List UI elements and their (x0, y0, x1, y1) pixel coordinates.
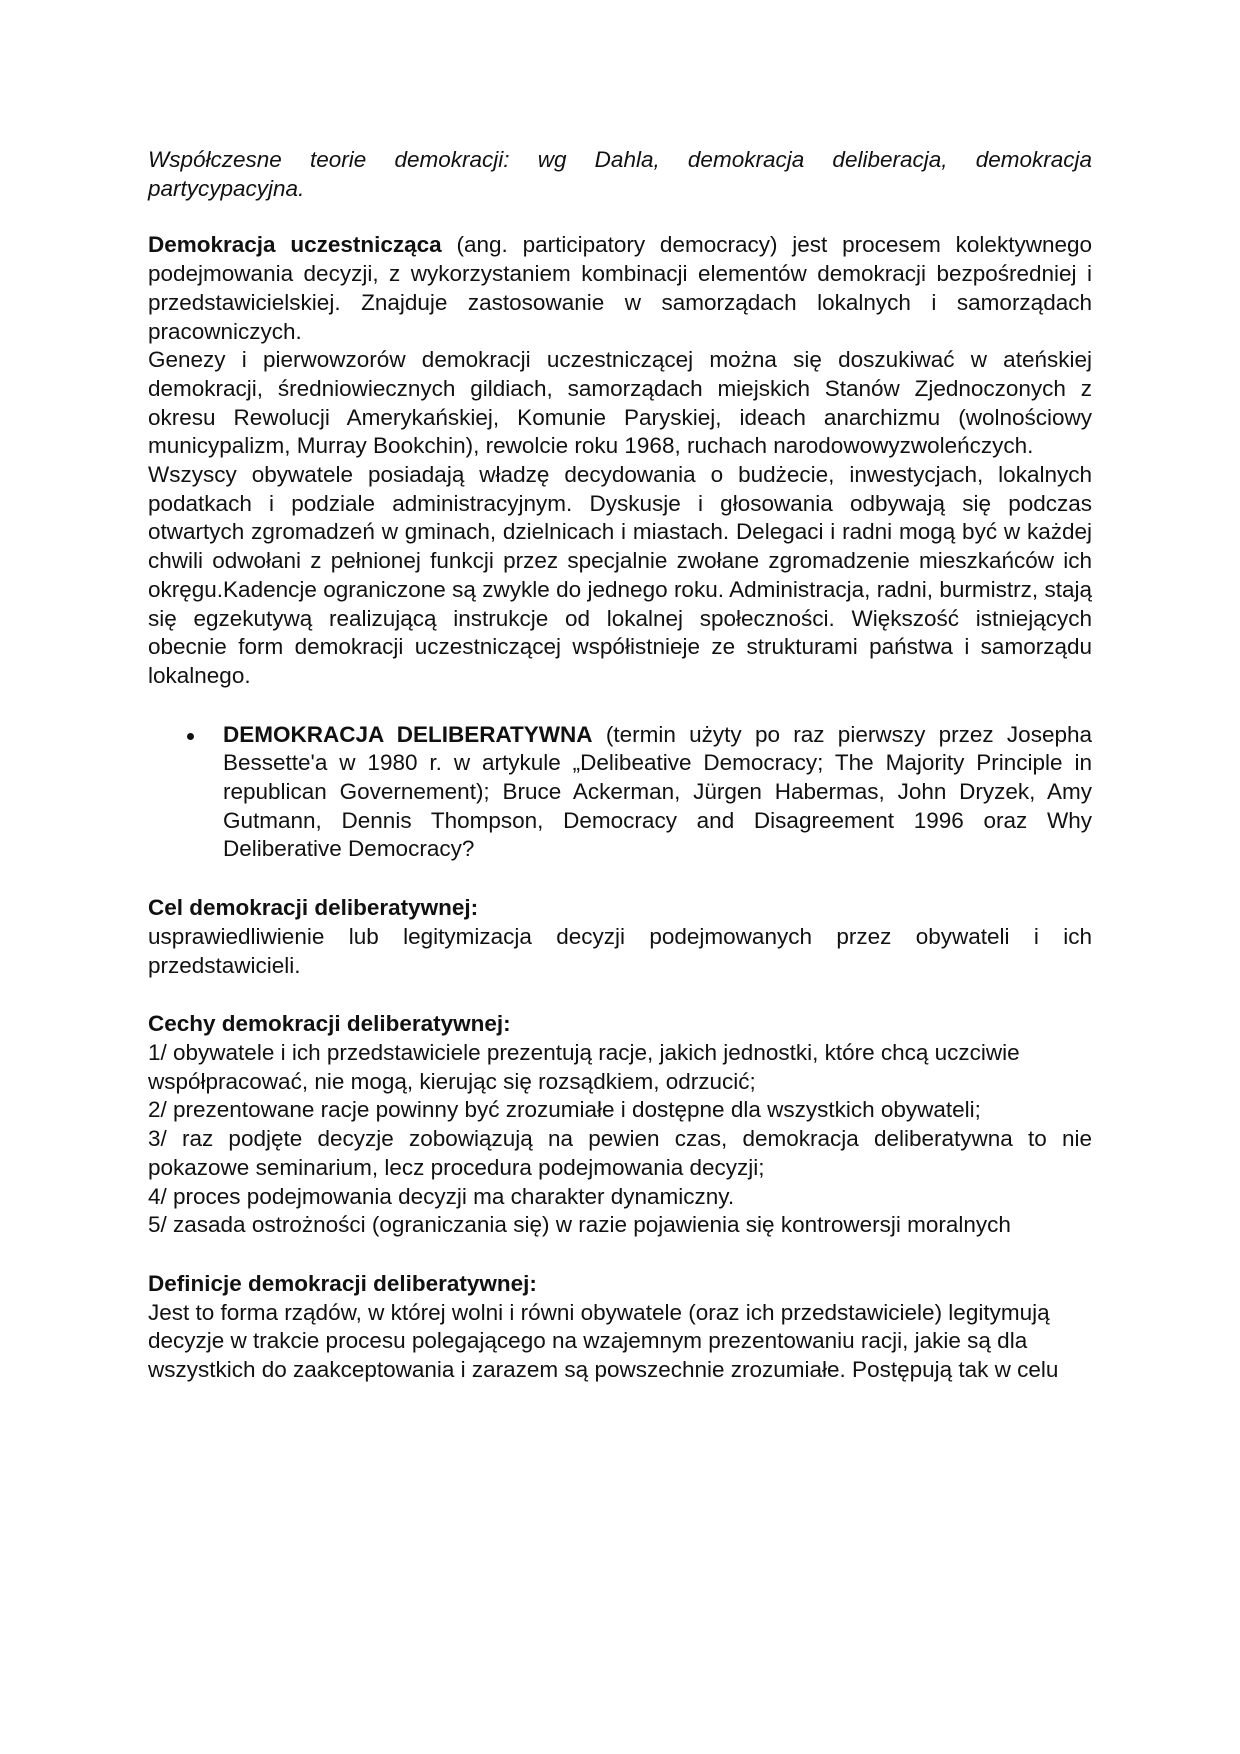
definition-line-1: Jest to forma rządów, w której wolni i równi obywatele (oraz ich przedstawiciele) legitymują (148, 1299, 1050, 1325)
features-heading: Cechy demokracji deliberatywnej: (148, 1011, 511, 1037)
document-page (148, 146, 1092, 1385)
deliberative-description: (termin użyty po raz pierwszy przez Josepha Bessette'a w 1980 r. w artykule „Delibeative Democracy; The Majority Principle in republican Governement); Bruce Ackerman, Jürgen Habermas, John Dryzek, Amy Gutmann, Dennis Thompson, Democracy and Disagreement 1996 oraz Why Deliberative Democracy? (223, 721, 1092, 862)
bullet-icon (187, 733, 194, 740)
feature-item-1: 1/ obywatele i ich przedstawiciele prezentują racje, jakich jednostki, które chcą uczciwie (148, 1039, 1020, 1065)
feature-item-2: 2/ prezentowane racje powinny być zrozumiałe i dostępne dla wszystkich obywateli; (148, 1097, 981, 1123)
document-title: Współczesne teorie demokracji: wg Dahla, demokracja deliberacja, demokracja partycypacyjna. (148, 147, 1092, 201)
feature-item-3: 3/ raz podjęte decyzje zobowiązują na pewien czas, demokracja deliberatywna to nie pokazowe seminarium, lecz procedura podejmowania decyzji; (148, 1126, 1092, 1180)
definition-line-2: decyzje w trakcie procesu polegającego na wzajemnym prezentowaniu racji, jakie są dla (148, 1328, 1028, 1354)
deliberative-lead: DEMOKRACJA DELIBERATYWNA (223, 721, 593, 747)
participatory-paragraph-2: Genezy i pierwowzorów demokracji uczestniczącej można się doszukiwać w ateńskiej demokracji, średniowiecznych gildiach, samorządach miejskich Stanów Zjednoczonych z okresu Rewolucji Amerykańskiej, Komunie Paryskiej, ideach anarchizmu (wolnościowy municypalizm, Murray Bookchin), rewolcie roku 1968, ruchach narodowowyzwoleńczych. (148, 347, 1092, 459)
feature-item-1-cont: współpracować, nie mogą, kierując się rozsądkiem, odrzucić; (148, 1068, 756, 1094)
deliberative-bullet-text (223, 721, 1092, 865)
goal-heading: Cel demokracji deliberatywnej: (148, 895, 479, 921)
feature-item-5: 5/ zasada ostrożności (ograniczania się) w razie pojawienia się kontrowersji moralnych (148, 1212, 1011, 1238)
participatory-paragraph-1 (148, 231, 1092, 346)
participatory-text-1: (ang. participatory democracy) jest procesem kolektywnego podejmowania decyzji, z wykorzystaniem kombinacji elementów demokracji bezpośredniej i przedstawicielskiej. Znajduje zastosowanie w samorządach lokalnych i samorządach pracowniczych. (148, 232, 1092, 344)
deliberative-bullet-item (148, 721, 1092, 865)
goal-text: usprawiedliwienie lub legitymizacja decyzji podejmowanych przez obywateli i ich przedstawicieli. (148, 923, 1092, 978)
participatory-lead: Demokracja uczestnicząca (148, 232, 442, 258)
definitions-heading: Definicje demokracji deliberatywnej: (148, 1270, 537, 1296)
feature-item-4: 4/ proces podejmowania decyzji ma charakter dynamiczny. (148, 1183, 735, 1209)
participatory-paragraph-3: Wszyscy obywatele posiadają władzę decydowania o budżecie, inwestycjach, lokalnych podatkach i podziale administracyjnym. Dyskusje i głosowania odbywają się podczas otwartych zgromadzeń w gminach, dzielnicach i miastach. Delegaci i radni mogą być w każdej chwili odwołani z pełnionej funkcji przez specjalnie zwołane zgromadzenie mieszkańców ich okręgu.Kadencje ograniczone są zwykle do jednego roku. Administracja, radni, burmistrz, stają się egzekutywą realizującą instrukcje od lokalnej społeczności. Większość istniejących obecnie form demokracji uczestniczącej współistnieje ze strukturami państwa i samorządu lokalnego. (148, 462, 1092, 688)
definition-line-3: wszystkich do zaakceptowania i zarazem są powszechnie zrozumiałe. Postępują tak w celu (148, 1357, 1059, 1383)
